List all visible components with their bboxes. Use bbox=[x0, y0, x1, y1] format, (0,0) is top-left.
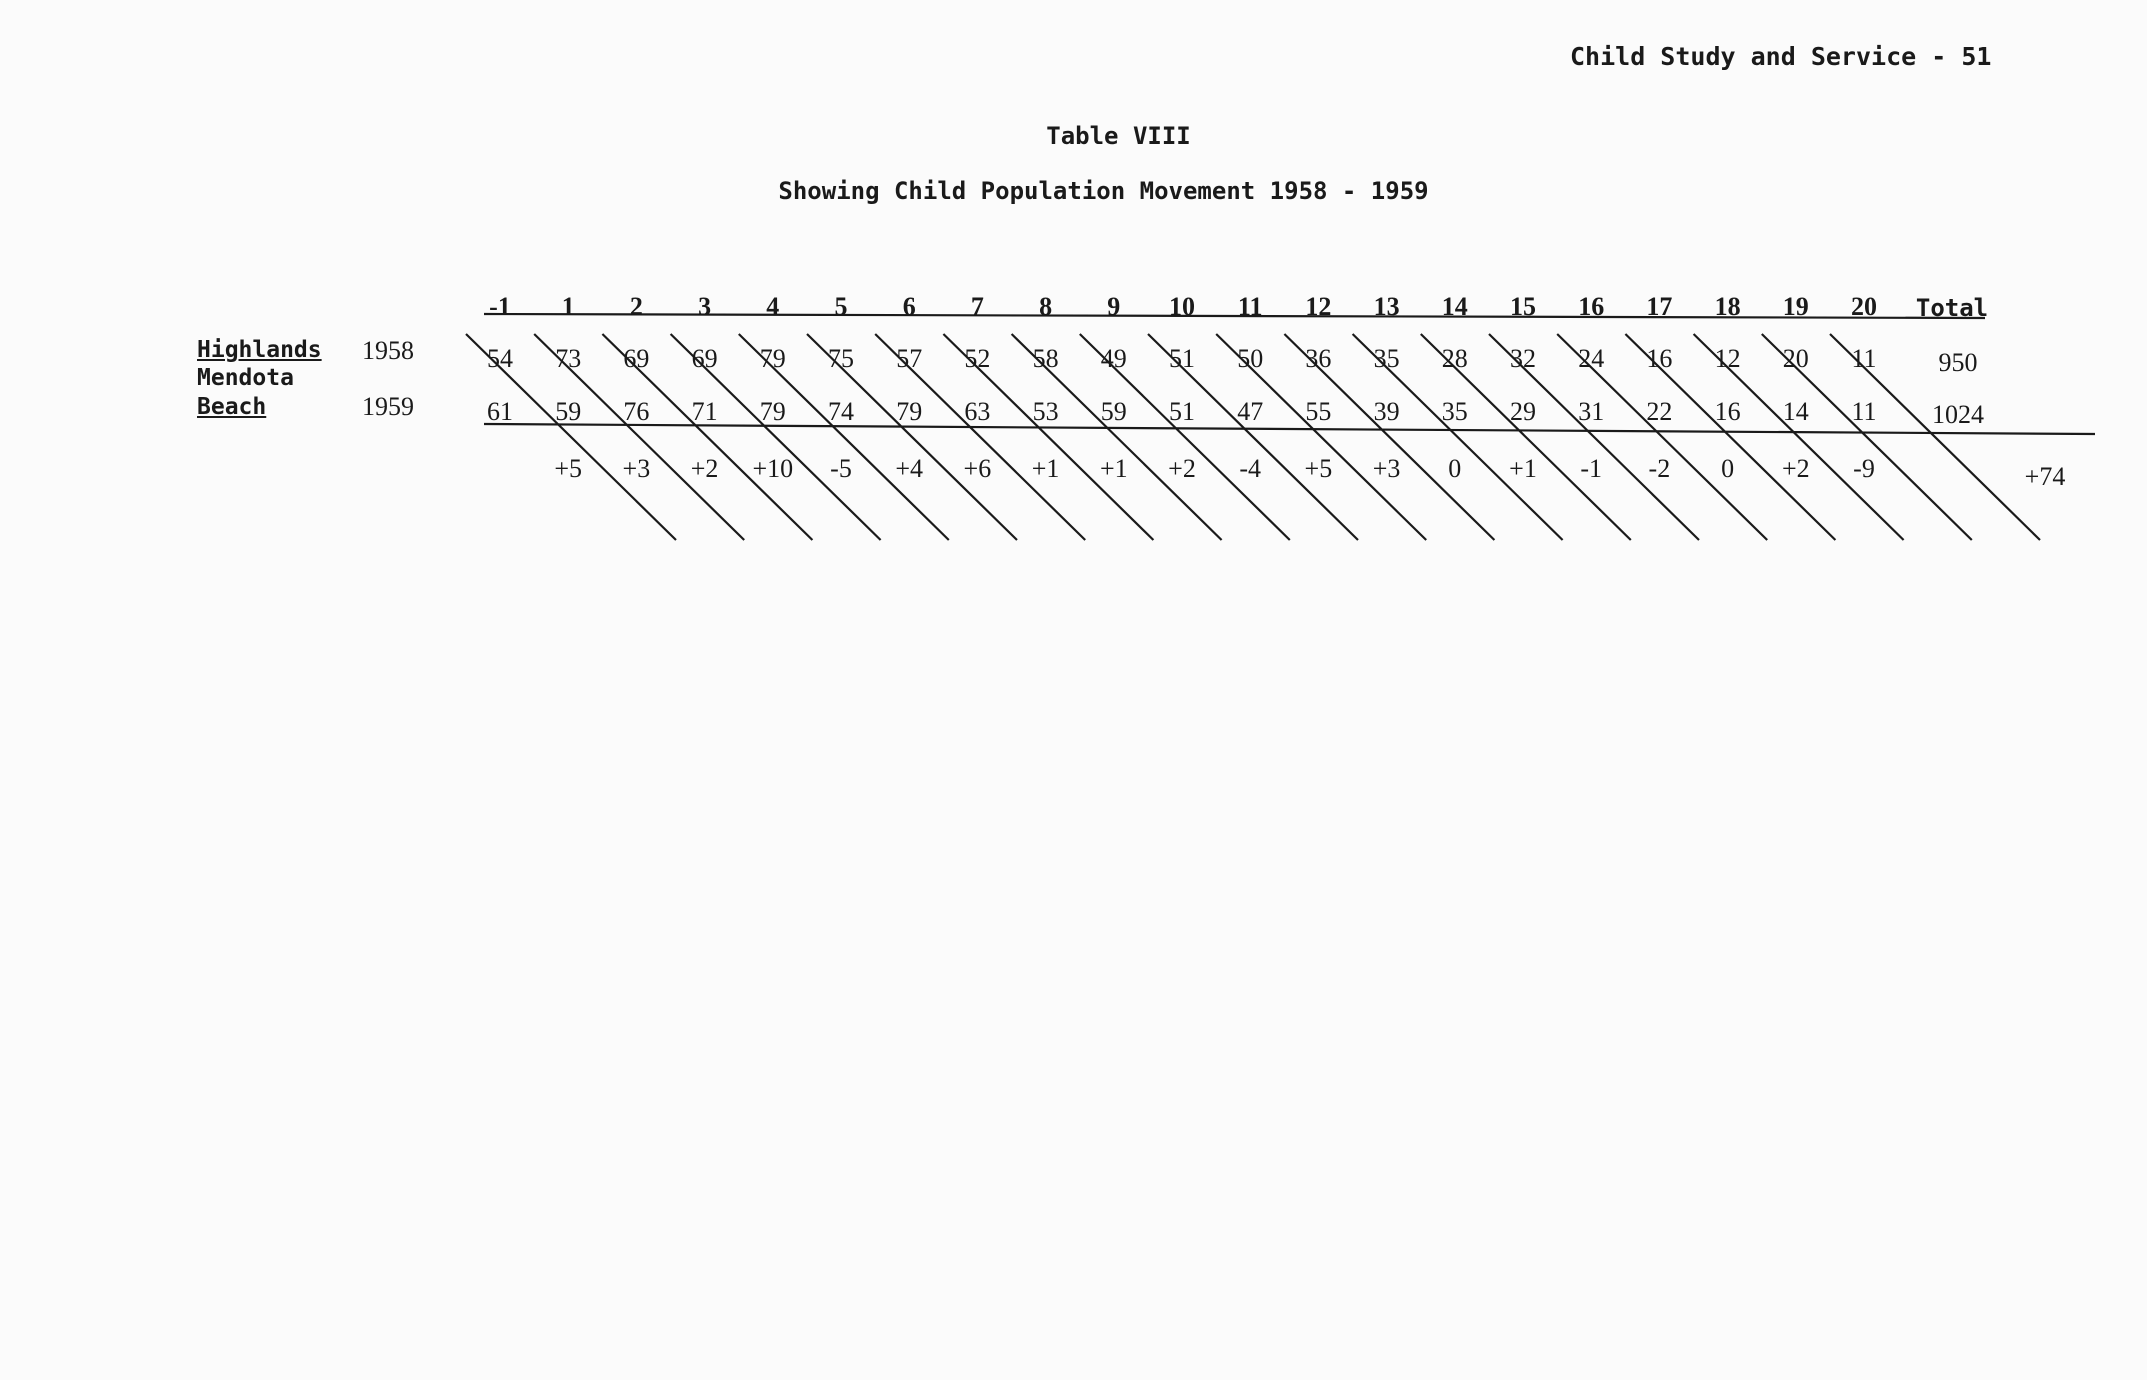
column-header-age-20: 20 bbox=[1851, 292, 1877, 321]
cell-1959-col-16: 31 bbox=[1578, 397, 1605, 426]
column-header-age-11: 11 bbox=[1237, 292, 1263, 321]
column-header-age-16: 16 bbox=[1578, 292, 1605, 321]
school-name-mendota: Mendota bbox=[197, 365, 294, 391]
change-col-13: +3 bbox=[1372, 454, 1401, 483]
cell-1958-col-20: 11 bbox=[1851, 344, 1877, 373]
cell-1958-col-11: 50 bbox=[1237, 344, 1264, 373]
column-header-age-4: 4 bbox=[766, 292, 780, 321]
cell-1959-col-13: 39 bbox=[1373, 397, 1400, 426]
table-subtitle: Showing Child Population Movement 1958 - 1959 bbox=[778, 177, 1429, 205]
cell-1958-col-4: 79 bbox=[759, 344, 786, 373]
cell-1959-col-14: 35 bbox=[1441, 397, 1468, 426]
cell-1958-col-15: 32 bbox=[1510, 344, 1536, 373]
cell-1958-total: 950 bbox=[1938, 348, 1978, 377]
change-col-14: 0 bbox=[1448, 454, 1462, 483]
cell-1958-col-13: 35 bbox=[1373, 344, 1400, 373]
cell-1958-col-3: 69 bbox=[691, 344, 718, 373]
cell-1958-col-6: 57 bbox=[896, 344, 923, 373]
change-col-4: +10 bbox=[752, 454, 794, 483]
change-col-7: +6 bbox=[963, 454, 992, 483]
cell-1959-total: 1024 bbox=[1932, 400, 1984, 429]
change-col-10: +2 bbox=[1168, 454, 1196, 483]
column-header-age-7: 7 bbox=[970, 292, 984, 321]
cell-1959-col-19: 14 bbox=[1782, 397, 1809, 426]
change-col-1: +5 bbox=[554, 454, 583, 483]
column-header-age-6: 6 bbox=[902, 292, 916, 321]
school-name-beach: Beach bbox=[197, 394, 267, 420]
change-col-15: +1 bbox=[1509, 454, 1537, 483]
column-header-age-17: 17 bbox=[1646, 292, 1673, 321]
column-header-age-0: -1 bbox=[489, 292, 511, 321]
column-header-age-12: 12 bbox=[1305, 292, 1332, 321]
change-col-8: +1 bbox=[1031, 454, 1060, 483]
cell-1959-col-2: 76 bbox=[623, 397, 650, 426]
cell-1959-col-10: 51 bbox=[1169, 397, 1195, 426]
column-header-age-1: 1 bbox=[561, 292, 575, 321]
cell-1958-col-8: 58 bbox=[1032, 344, 1059, 373]
cell-1958-col-0: 54 bbox=[487, 344, 513, 373]
row-year-1959: 1959 bbox=[362, 392, 414, 421]
cell-1959-col-17: 22 bbox=[1646, 397, 1673, 426]
column-header-age-8: 8 bbox=[1039, 292, 1053, 321]
cell-1959-col-20: 11 bbox=[1851, 397, 1877, 426]
cell-1958-col-2: 69 bbox=[623, 344, 650, 373]
column-header-age-9: 9 bbox=[1107, 292, 1121, 321]
page-header: Child Study and Service - 51 bbox=[1570, 42, 1992, 71]
change-total: +74 bbox=[2024, 462, 2066, 491]
row-year-1958: 1958 bbox=[362, 336, 414, 365]
table-title: Table VIII bbox=[1046, 122, 1191, 150]
column-header-age-14: 14 bbox=[1441, 292, 1468, 321]
change-col-9: +1 bbox=[1099, 454, 1128, 483]
cell-1959-col-4: 79 bbox=[759, 397, 786, 426]
cell-1958-col-9: 49 bbox=[1100, 344, 1127, 373]
change-col-19: +2 bbox=[1781, 454, 1810, 483]
column-header-age-10: 10 bbox=[1169, 292, 1195, 321]
column-header-age-15: 15 bbox=[1510, 292, 1536, 321]
cell-1959-col-8: 53 bbox=[1032, 397, 1059, 426]
column-header-total: Total bbox=[1915, 294, 1989, 322]
change-col-6: +4 bbox=[895, 454, 924, 483]
change-col-3: +2 bbox=[690, 454, 719, 483]
cell-1958-col-1: 73 bbox=[555, 344, 582, 373]
change-col-2: +3 bbox=[622, 454, 651, 483]
change-col-17: -2 bbox=[1648, 454, 1671, 483]
cell-1958-col-5: 75 bbox=[828, 344, 854, 373]
change-col-18: 0 bbox=[1721, 454, 1735, 483]
cell-1959-col-11: 47 bbox=[1237, 397, 1264, 426]
column-header-age-13: 13 bbox=[1373, 292, 1400, 321]
cell-1959-col-3: 71 bbox=[691, 397, 718, 426]
cell-1958-col-18: 12 bbox=[1714, 344, 1741, 373]
change-col-16: -1 bbox=[1580, 454, 1603, 483]
cell-1958-col-10: 51 bbox=[1169, 344, 1195, 373]
column-header-age-2: 2 bbox=[629, 292, 643, 321]
cell-1958-col-17: 16 bbox=[1646, 344, 1673, 373]
column-header-age-19: 19 bbox=[1782, 292, 1809, 321]
cell-1959-col-18: 16 bbox=[1714, 397, 1741, 426]
cell-1959-col-0: 61 bbox=[487, 397, 513, 426]
cell-1958-col-12: 36 bbox=[1305, 344, 1332, 373]
cell-1959-col-9: 59 bbox=[1100, 397, 1127, 426]
cell-1959-col-5: 74 bbox=[828, 397, 854, 426]
cell-1959-col-7: 63 bbox=[964, 397, 991, 426]
cell-1959-col-15: 29 bbox=[1510, 397, 1536, 426]
cell-1958-col-7: 52 bbox=[964, 344, 991, 373]
cell-1958-col-19: 20 bbox=[1782, 344, 1809, 373]
cell-1958-col-16: 24 bbox=[1578, 344, 1605, 373]
cell-1959-col-6: 79 bbox=[896, 397, 923, 426]
change-col-5: -5 bbox=[830, 454, 852, 483]
cell-1958-col-14: 28 bbox=[1441, 344, 1468, 373]
cell-1959-col-1: 59 bbox=[555, 397, 582, 426]
column-header-age-5: 5 bbox=[834, 292, 848, 321]
school-name-highlands: Highlands bbox=[197, 337, 322, 363]
cell-1959-col-12: 55 bbox=[1305, 397, 1332, 426]
column-header-age-3: 3 bbox=[698, 292, 712, 321]
change-col-11: -4 bbox=[1239, 454, 1262, 483]
change-col-20: -9 bbox=[1853, 454, 1875, 483]
change-col-12: +5 bbox=[1304, 454, 1333, 483]
column-header-age-18: 18 bbox=[1714, 292, 1741, 321]
